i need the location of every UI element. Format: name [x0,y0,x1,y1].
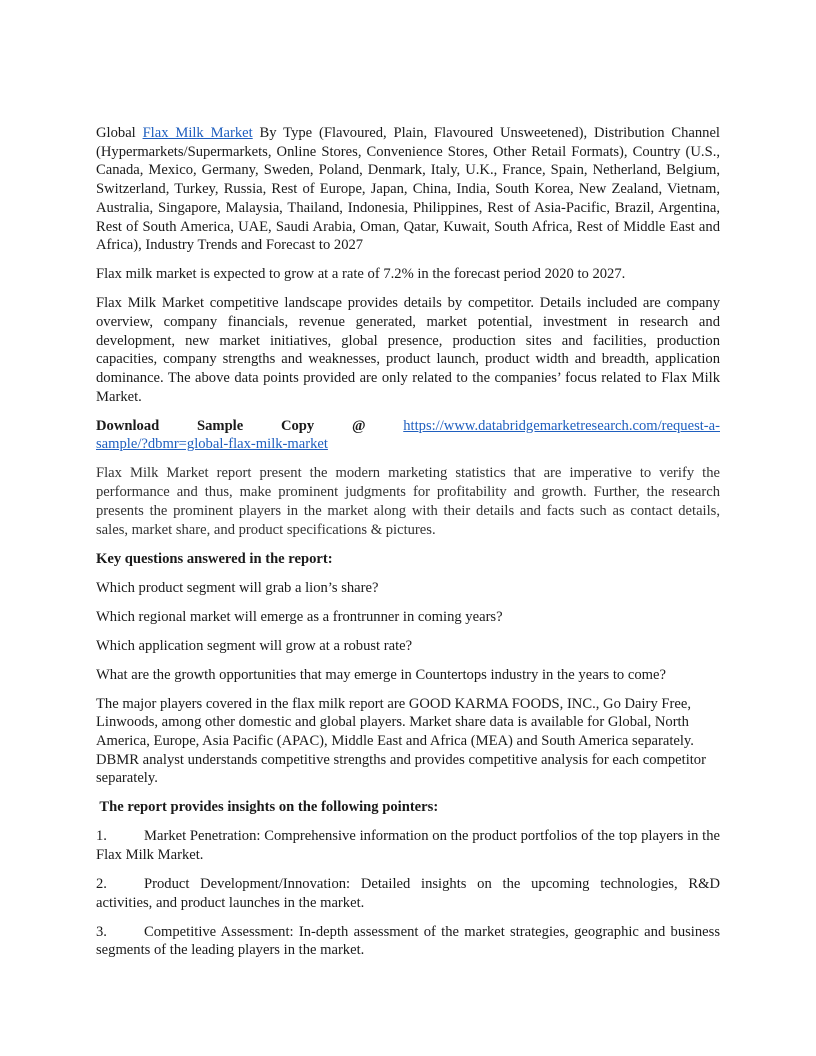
sample-link[interactable]: https://www.databridgemarketresearch.com/request-a- [403,417,720,434]
intro-paragraph: Global Flax Milk Market By Type (Flavoured, Plain, Flavoured Unsweetened), Distribution Channel (Hypermarkets/Supermarkets, Online Stores, Convenience Stores, Other Retail Formats), Country (U.S., Canada, Mexico, Germany, Sweden, Poland, Denmark, Italy, U.K., France, Spain, Netherland, Belgium, Switzerland, Turkey, Russia, Rest of Europe, Japan, China, India, South Korea, New Zealand, Vietnam, Australia, Singapore, Malaysia, Thailand, Indonesia, Philippines, Rest of Asia-Pacific, Brazil, Argentina, Rest of South America, UAE, Saudi Arabia, Oman, Qatar, Kuwait, South Africa, Rest of Middle East and Africa), Industry Trends and Forecast to 2027 [96,125,720,254]
sample-link-continued[interactable]: sample/?dbmr=global-flax-milk-market [96,436,328,453]
question-item: Which regional market will emerge as a frontrunner in coming years? [96,608,503,625]
competitive-landscape-paragraph: Flax Milk Market competitive landscape provides details by competitor. Details included are company overview, company financials, revenue generated, market potential, investment in research and development, new market initiatives, global presence, production sites and facilities, production capacities, company strengths and weaknesses, product launch, product width and breadth, application dominance. The above data points provided are only related to the companies’ focus related to Flax Milk Market. [96,295,720,405]
question-item: What are the growth opportunities that may emerge in Countertops industry in the years to come? [96,666,666,683]
pointer-item: 3. Competitive Assessment: In-depth assessment of the market strategies, geographic and business segments of the leading players in the market. [96,923,720,959]
question-item: Which product segment will grab a lion’s share? [96,579,379,596]
report-paragraph: Flax Milk Market report present the modern marketing statistics that are imperative to verify the performance and thus, make prominent judgments for profitability and growth. Further, the research presents the prominent players in the market along with their details and facts such as contact details, sales, market share, and product specifications & pictures. [96,465,720,538]
key-questions-heading: Key questions answered in the report: [96,550,333,567]
flax-milk-market-link[interactable]: Flax Milk Market [142,125,253,141]
major-players-paragraph: The major players covered in the flax milk report are GOOD KARMA FOODS, INC., Go Dairy Free, Linwoods, among other domestic and global players. Market share data is available for Global, North America, Europe, Asia Pacific (APAC), Middle East and Africa (MEA) and South America separately. DBMR analyst understands competitive strengths and provides competitive analysis for each competitor separately. [96,695,706,787]
growth-paragraph: Flax milk market is expected to grow at a rate of 7.2% in the forecast period 2020 to 2027. [96,266,626,283]
pointer-item: 1. Market Penetration: Comprehensive information on the product portfolios of the top players in the Flax Milk Market. [96,828,720,864]
download-sample-paragraph: Download Sample Copy @ https://www.databridgemarketresearch.com/request-a- sample/?dbmr=global-flax-milk-market [96,417,720,453]
document-page [96,124,720,970]
pointer-item: 2. Product Development/Innovation: Detailed insights on the upcoming technologies, R&D activities, and product launches in the market. [96,876,720,911]
question-item: Which application segment will grow at a robust rate? [96,637,413,654]
insights-heading: The report provides insights on the following pointers: [96,799,439,816]
